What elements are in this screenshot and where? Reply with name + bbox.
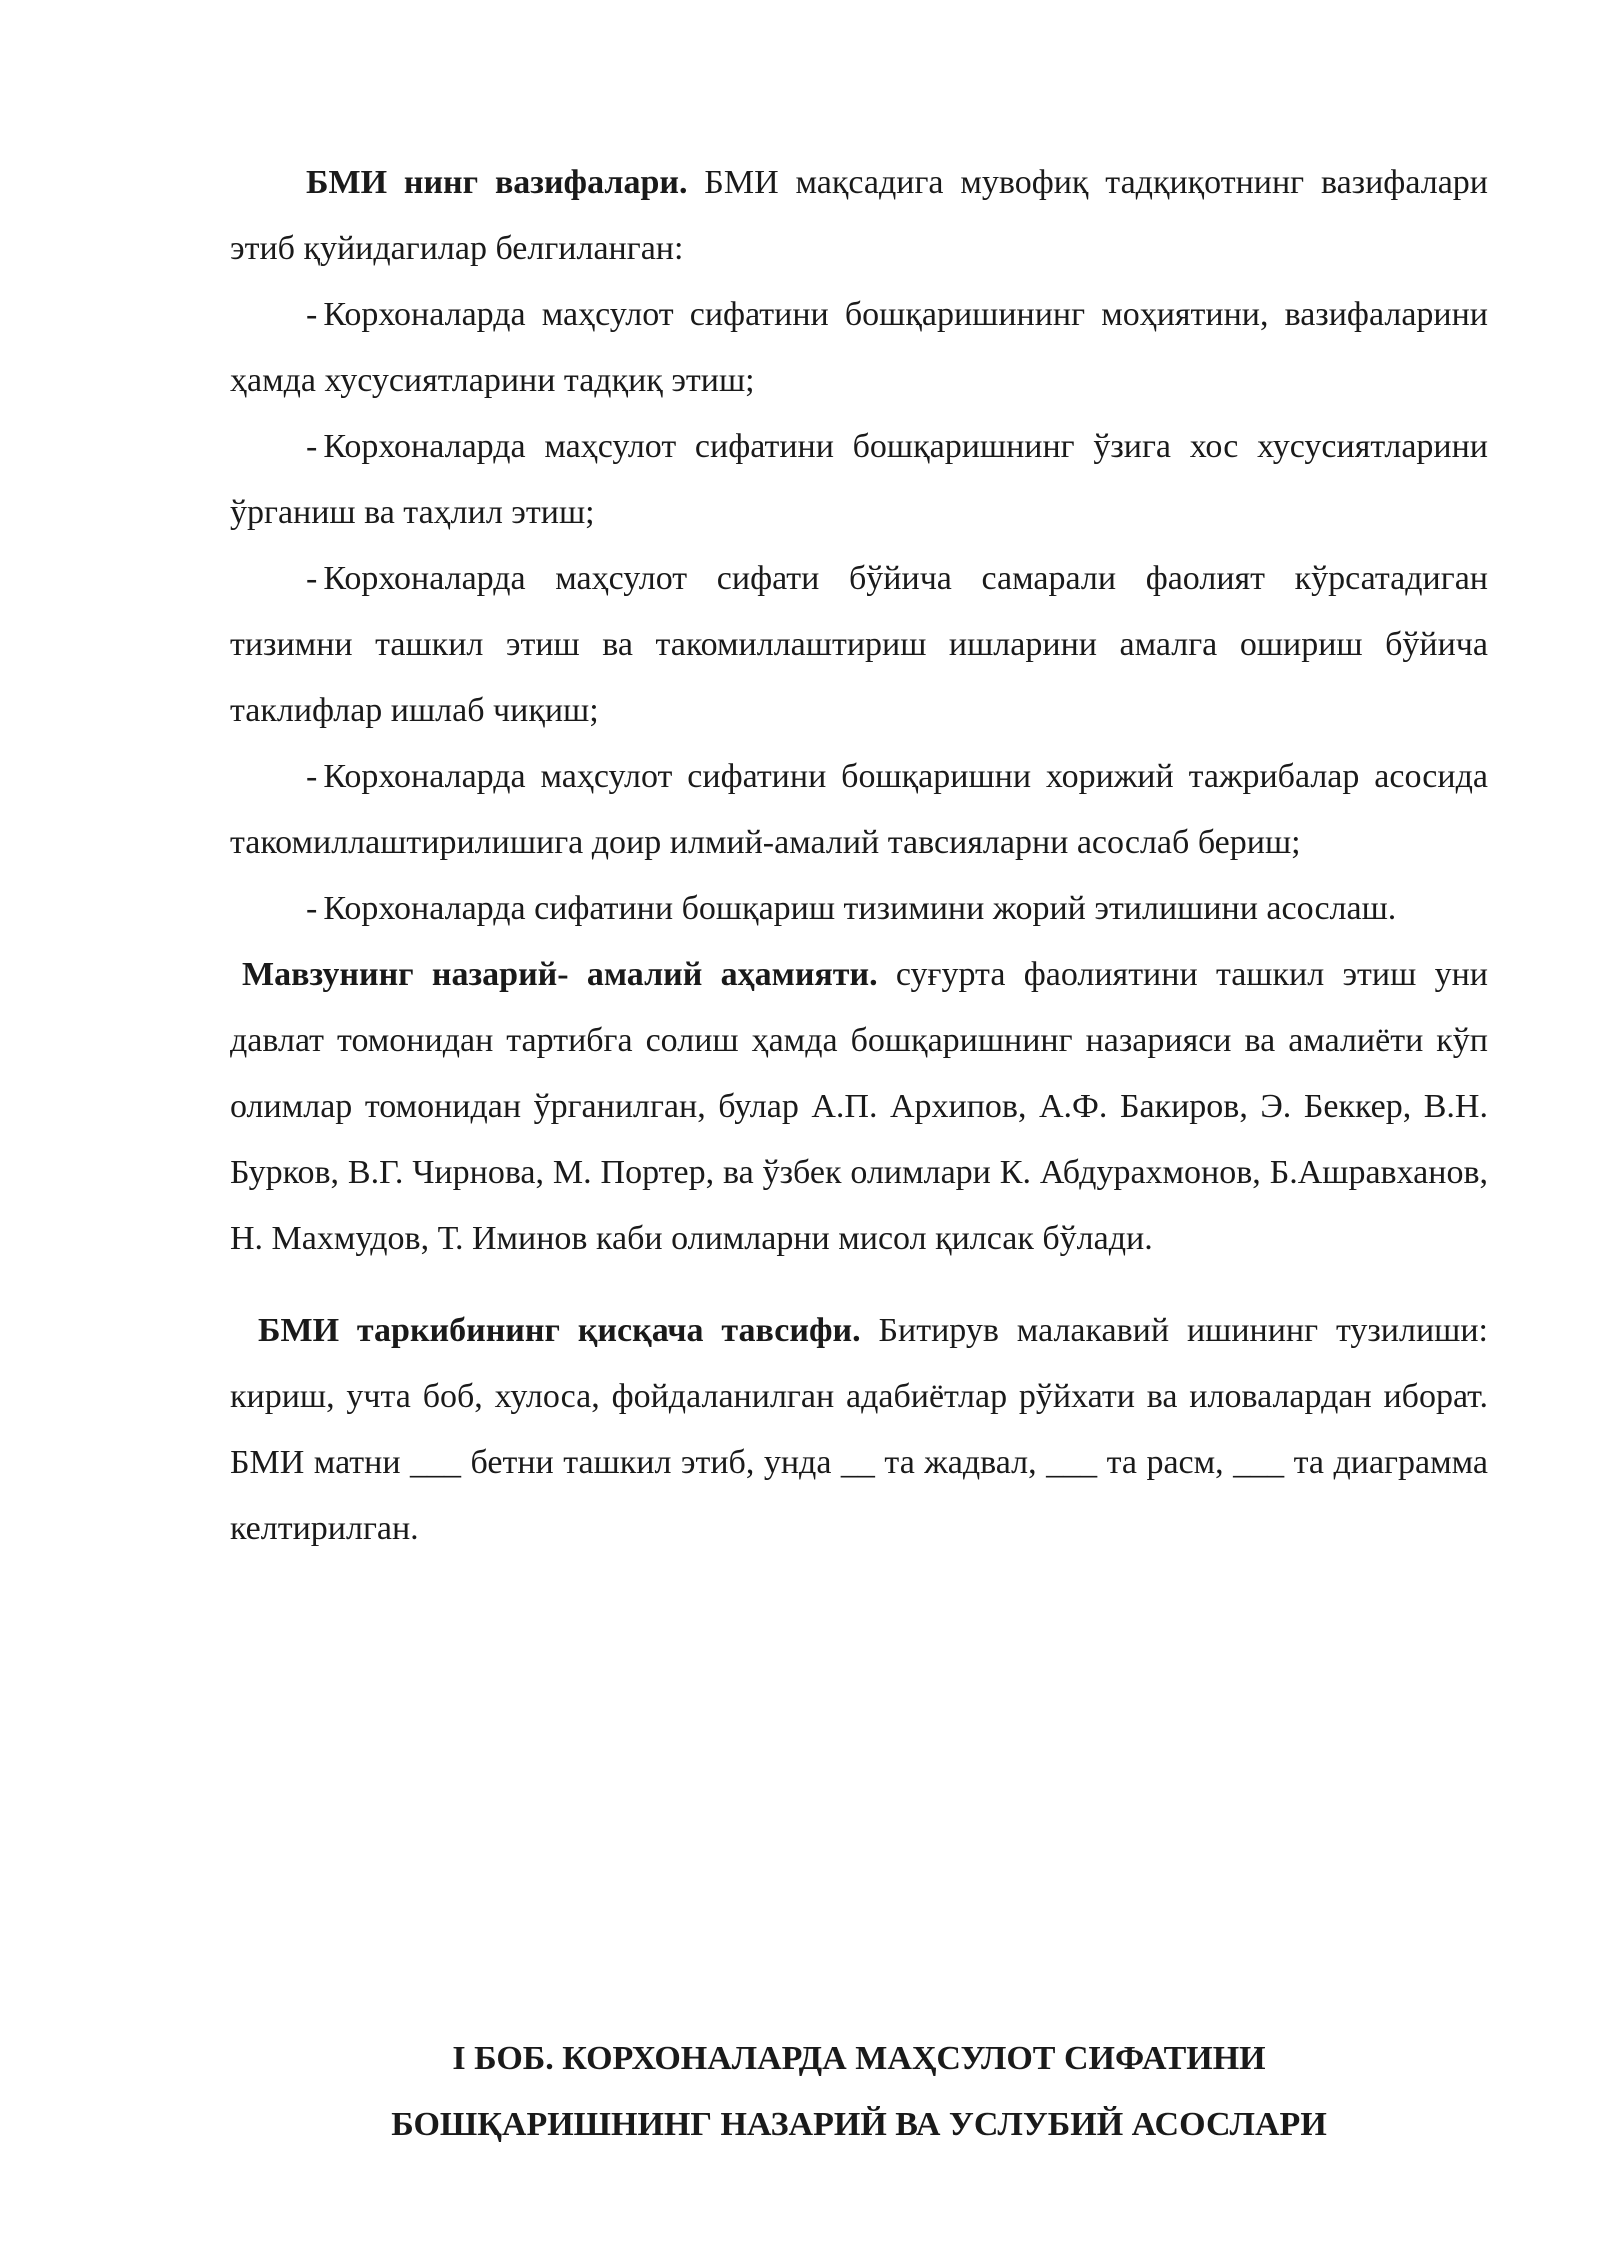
structure-heading: БМИ таркибининг қисқача тавсифи. xyxy=(258,1312,861,1349)
list-dash: - xyxy=(306,428,318,465)
list-dash: - xyxy=(306,890,318,927)
chapter-title xyxy=(230,2026,1488,2158)
list-dash: - xyxy=(306,560,318,597)
importance-paragraph xyxy=(230,942,1488,1272)
structure-paragraph xyxy=(230,1298,1488,1562)
list-item xyxy=(230,876,1488,942)
list-item-text: Корхоналарда маҳсулот сифатини бошқаришнинг ўзига хос хусусиятларини ўрганиш ва таҳлил этиш; xyxy=(230,428,1488,531)
list-dash: - xyxy=(306,296,318,333)
list-item xyxy=(230,546,1488,744)
structure-text: Битирув малакавий ишининг тузилиши: кириш, учта боб, хулоса, фойдаланилган адабиётлар рўйхати ва иловалардан иборат. БМИ матни ___ бетни ташкил этиб, унда __ та жадвал, ___ та расм, ___ та диаграмма келтирилган. xyxy=(230,1312,1488,1547)
tasks-intro: БМИ мақсадига мувофиқ тадқиқотнинг вазифалари этиб қуйидагилар белгиланган: xyxy=(230,164,1488,267)
list-item xyxy=(230,282,1488,414)
list-item xyxy=(230,744,1488,876)
tasks-paragraph xyxy=(230,150,1488,282)
list-item-text: Корхоналарда маҳсулот сифатини бошқаришни хорижий тажрибалар асосида такомиллаштирилишига доир илмий-амалий тавсияларни асослаб бериш; xyxy=(230,758,1488,861)
chapter-title-line-1: I БОБ. КОРХОНАЛАРДА МАҲСУЛОТ СИФАТИНИ xyxy=(452,2040,1266,2077)
importance-text: суғурта фаолиятини ташкил этиш уни давлат томонидан тартибга солиш ҳамда бошқаришнинг назарияси ва амалиёти кўп олимлар томонидан ўрганилган, булар А.П. Архипов, А.Ф. Бакиров, Э. Беккер, В.Н. Бурков, В.Г. Чирнова, М. Портер, ва ўзбек олимлари К. Абдурахмонов, Б.Ашравханов, Н. Махмудов, Т. Иминов каби олимларни мисол қилсак бўлади. xyxy=(230,956,1488,1257)
chapter-title-line-2: БОШҚАРИШНИНГ НАЗАРИЙ ВА УСЛУБИЙ АСОСЛАРИ xyxy=(391,2106,1327,2143)
list-item-text: Корхоналарда маҳсулот сифатини бошқаришининг моҳиятини, вазифаларини ҳамда хусусиятларини тадқиқ этиш; xyxy=(230,296,1488,399)
list-item-text: Корхоналарда маҳсулот сифати бўйича самарали фаолият кўрсатадиган тизимни ташкил этиш ва такомиллаштириш ишларини амалга ошириш бўйича таклифлар ишлаб чиқиш; xyxy=(230,560,1488,729)
list-item-text: Корхоналарда сифатини бошқариш тизимини жорий этилишини асослаш. xyxy=(323,890,1397,927)
list-dash: - xyxy=(306,758,318,795)
list-item xyxy=(230,414,1488,546)
importance-heading: Мавзунинг назарий- амалий аҳамияти. xyxy=(242,956,878,993)
tasks-heading: БМИ нинг вазифалари. xyxy=(306,164,688,201)
document-body xyxy=(230,150,1488,1562)
